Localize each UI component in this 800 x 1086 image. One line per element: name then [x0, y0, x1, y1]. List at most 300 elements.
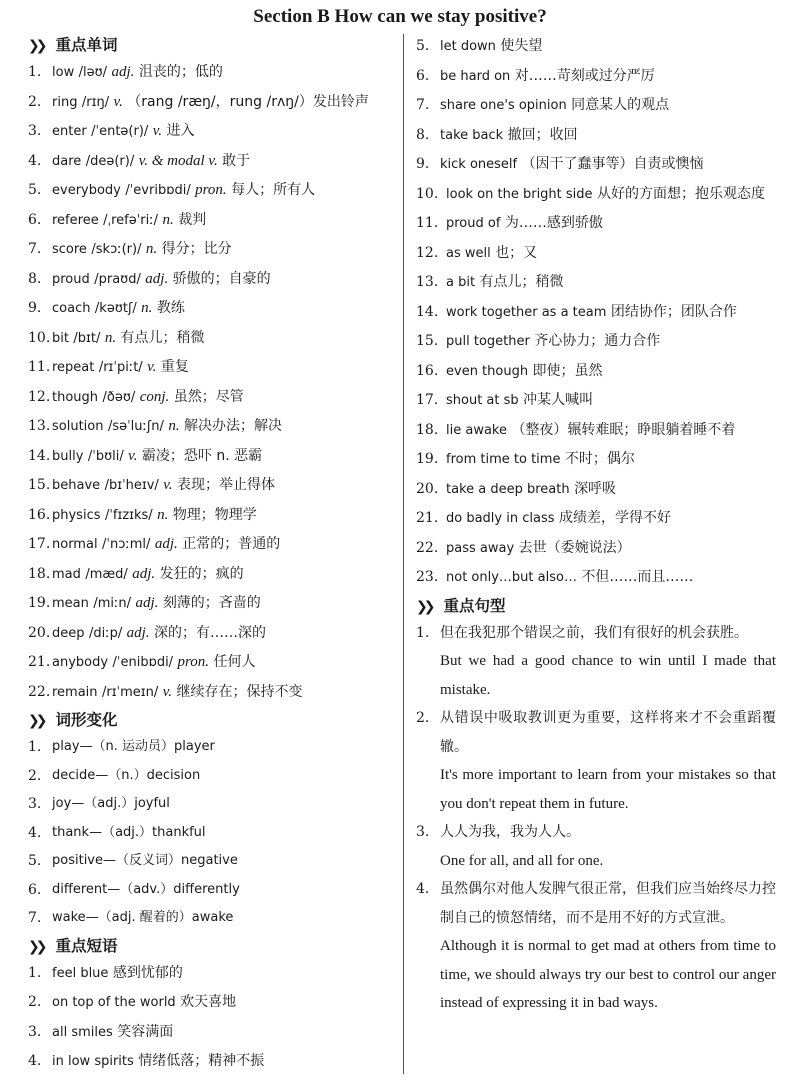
vocab-word: everybody [52, 183, 121, 198]
phrase-item [28, 1018, 400, 1048]
item-number: 12. [416, 244, 439, 261]
vocab-pos: v. [113, 93, 123, 110]
item-number: 6. [416, 67, 430, 84]
sentence-body [440, 875, 776, 1018]
vocab-pos: n. [157, 506, 169, 523]
phrase-meaning: 去世（委婉说法） [518, 539, 631, 556]
item-number: 5. [28, 853, 42, 869]
vocab-word: mean [52, 596, 89, 611]
vocab-pos: adj. [126, 624, 150, 641]
vocab-word: deep [52, 625, 85, 641]
vocab-list [28, 58, 400, 707]
vocab-word: low [52, 65, 75, 80]
phrase-item [416, 62, 776, 92]
double-chevron-icon: ❯❯ [28, 38, 44, 54]
vocab-meaning: 虽然；尽管 [173, 388, 244, 405]
phrase-list-right [416, 32, 776, 593]
item-number: 8. [416, 126, 430, 143]
item-number: 17. [28, 536, 51, 552]
vocab-entry [52, 176, 400, 206]
item-number: 4. [28, 824, 42, 841]
vocab-item [28, 294, 400, 324]
vocab-phonetic: /ˌrefəˈriː/ [103, 212, 159, 228]
vocab-item [28, 383, 400, 413]
phrase-item [416, 327, 776, 357]
item-number: 21. [416, 510, 439, 526]
vocab-meaning: 解决办法；解决 [184, 418, 283, 434]
phrase-entry [446, 327, 776, 357]
item-number: 3. [28, 796, 42, 812]
vocab-meaning: 每人；所有人 [231, 182, 316, 198]
vocab-item [28, 176, 400, 206]
vocab-pos: n. [168, 418, 180, 434]
phrase-meaning: 即使；虽然 [532, 362, 603, 379]
phrase-english: pull together [446, 334, 530, 349]
phrase-meaning: 深呼吸 [574, 480, 617, 497]
phrase-entry [446, 416, 776, 446]
phrase-item [28, 988, 400, 1018]
phrase-entry [446, 268, 776, 298]
vocab-item [28, 560, 400, 590]
item-number: 15. [28, 477, 51, 493]
vocab-entry [52, 324, 400, 354]
vocab-pos: v. [163, 477, 173, 493]
vocab-pos: n. [162, 211, 174, 228]
vocab-entry [52, 471, 400, 501]
item-number: 12. [28, 388, 51, 405]
vocab-pos: adj. [145, 270, 169, 287]
vocab-item [28, 265, 400, 295]
vocab-phonetic: /skɔː(r)/ [91, 242, 142, 257]
sentence-chinese: 虽然偶尔对他人发脾气很正常，但我们应当始终尽力控制自己的愤怒情绪，而不是用不好的方式宣泄。 [440, 881, 776, 926]
item-number: 13. [416, 274, 439, 290]
sentence-item [416, 875, 776, 1018]
phrase-item [416, 91, 776, 121]
wordform-text: thank—（adj.）thankful [52, 824, 206, 840]
item-number: 1. [28, 964, 42, 981]
phrase-english: take a deep breath [446, 481, 570, 497]
phrase-entry [446, 239, 776, 269]
phrase-meaning: 欢天喜地 [180, 994, 237, 1010]
item-number: 17. [416, 392, 439, 408]
item-number: 3. [28, 1023, 42, 1040]
phrase-meaning: 不时；偶尔 [564, 451, 635, 467]
item-number: 19. [28, 595, 51, 611]
sentence-body [440, 704, 776, 818]
vocab-word: remain [52, 684, 98, 700]
phrase-meaning: 为……感到骄傲 [504, 215, 603, 231]
vocab-entry [52, 117, 400, 147]
vocab-phonetic: /ˈentə(r)/ [91, 124, 149, 139]
wordform-item [28, 733, 400, 762]
item-number: 6. [28, 881, 42, 898]
phrase-meaning: 成绩差，学得不好 [558, 510, 671, 526]
vocab-word: behave [52, 478, 101, 493]
vocab-meaning: 继续存在；保持不变 [176, 683, 303, 700]
vocab-item [28, 471, 400, 501]
phrase-item [416, 445, 776, 475]
vocab-phonetic: /bɪˈheɪv/ [104, 478, 159, 493]
item-number: 1. [416, 624, 430, 641]
item-number: 5. [416, 38, 430, 54]
sentence-english: Although it is normal to get mad at others from time to time, we should always try our best to control our anger instead of expressing it in bad ways. [440, 938, 776, 1011]
phrase-english: work together as a team [446, 304, 607, 320]
phrase-meaning: 同意某人的观点 [571, 97, 670, 113]
wordform-item [28, 847, 400, 876]
sentence-english: It's more important to learn from your mistakes so that you don't repeat them in future. [440, 767, 776, 812]
vocab-meaning: 正常的；普通的 [182, 536, 281, 552]
vocab-phonetic: /ˈfɪzɪks/ [104, 507, 153, 523]
phrase-english: not only…but also… [446, 570, 577, 585]
vocab-pos: v. & modal v. [138, 152, 218, 169]
vocab-entry [52, 589, 400, 619]
vocab-word: normal [52, 537, 98, 552]
phrase-entry [52, 1018, 400, 1048]
vocab-meaning: 表现；举止得体 [177, 477, 275, 493]
vocab-pos: n. [141, 300, 153, 316]
phrase-meaning: 冲某人喊叫 [523, 392, 594, 408]
section-heading-wordforms: ❯❯ 词形变化 [28, 711, 118, 729]
wordform-item [28, 762, 400, 791]
vocab-phonetic: /miːn/ [93, 596, 131, 611]
phrase-english: on top of the world [52, 995, 176, 1010]
vocab-pos: conj. [139, 388, 170, 405]
vocab-meaning: 有点儿；稍微 [120, 329, 205, 346]
item-number: 7. [28, 241, 42, 257]
vocab-meaning: 重复 [160, 359, 189, 375]
item-number: 20. [416, 480, 439, 497]
phrase-meaning: 团结协作；团队合作 [610, 303, 737, 320]
vocab-word: enter [52, 124, 87, 139]
vocab-pos: adj. [135, 595, 159, 611]
vocab-entry [52, 501, 400, 531]
vocab-meaning: 进入 [166, 123, 195, 139]
sentence-chinese: 从错误中吸取教训更为重要，这样将来才不会重蹈覆辙。 [440, 710, 776, 755]
vocab-phonetic: /ˈbʊli/ [87, 448, 124, 464]
vocab-word: bit [52, 330, 69, 346]
vocab-pos: n. [104, 329, 117, 346]
double-chevron-icon: ❯❯ [416, 598, 432, 615]
item-number: 2. [28, 994, 42, 1010]
phrase-list-left [28, 959, 400, 1077]
column-divider [403, 34, 404, 1074]
phrase-item [416, 239, 776, 269]
vocab-item [28, 619, 400, 649]
vocab-pos: v. [128, 447, 138, 464]
vocab-pos: adj. [132, 565, 156, 582]
right-column [416, 32, 776, 1018]
item-number: 4. [28, 1053, 42, 1069]
vocab-item [28, 589, 400, 619]
wordform-text: positive—（反义词）negative [52, 853, 238, 868]
left-column [28, 32, 400, 1077]
vocab-word: though [52, 389, 99, 405]
phrase-meaning: 笑容满面 [117, 1023, 174, 1040]
vocab-entry [52, 530, 400, 560]
phrase-english: as well [446, 245, 491, 261]
phrase-item [416, 298, 776, 328]
vocab-meaning: 物理；物理学 [172, 506, 257, 523]
item-number: 18. [28, 565, 51, 582]
phrase-entry [440, 150, 776, 180]
vocab-entry [52, 442, 400, 472]
vocab-pos: pron. [177, 654, 210, 670]
phrase-english: pass away [446, 540, 515, 556]
phrase-english: shout at sb [446, 393, 519, 408]
vocab-pos: v. [162, 683, 172, 700]
phrase-meaning: 齐心协力；通力合作 [534, 333, 661, 349]
phrase-meaning: 撤回；收回 [507, 126, 578, 143]
phrase-item [28, 959, 400, 989]
wordform-text: different—（adv.）differently [52, 881, 240, 897]
item-number: 2. [416, 710, 430, 726]
phrase-entry [446, 357, 776, 387]
vocab-meaning: 霸凌；恐吓 n. 恶霸 [141, 447, 263, 464]
phrase-meaning: 有点儿；稍微 [479, 274, 564, 290]
phrase-entry [52, 1047, 400, 1077]
phrase-item [416, 416, 776, 446]
vocab-word: bully [52, 448, 84, 464]
vocab-meaning: 刻薄的；吝啬的 [162, 595, 261, 611]
phrase-english: even though [446, 363, 529, 379]
vocab-word: ring [52, 94, 78, 110]
item-number: 7. [28, 910, 42, 926]
vocab-word: coach [52, 301, 91, 316]
phrase-item [416, 504, 776, 534]
sentence-item [416, 818, 776, 875]
vocab-meaning: 深的；有……深的 [154, 624, 267, 641]
phrase-item [416, 32, 776, 62]
vocab-meaning: 得分；比分 [161, 241, 232, 257]
vocab-phonetic: /deə(r)/ [85, 153, 135, 169]
double-chevron-icon: ❯❯ [28, 713, 44, 729]
vocab-pos: v. [147, 359, 157, 375]
sentence-english: One for all, and all for one. [440, 852, 604, 869]
sentence-body [440, 619, 776, 705]
wordform-text: wake—（adj. 醒着的）awake [52, 910, 234, 925]
phrase-entry [446, 180, 776, 210]
phrase-entry [446, 298, 776, 328]
vocab-meaning: 敢于 [222, 152, 251, 169]
item-number: 15. [416, 333, 439, 349]
item-number: 21. [28, 654, 51, 670]
item-number: 10. [28, 329, 51, 346]
phrase-entry [446, 445, 776, 475]
phrase-meaning: 情绪低落；精神不振 [138, 1053, 265, 1069]
phrase-meaning: 从好的方面想；抱乐观态度 [597, 185, 765, 202]
vocab-item [28, 530, 400, 560]
vocab-pos: n. [145, 241, 158, 257]
item-number: 14. [416, 303, 439, 320]
phrase-english: from time to time [446, 452, 561, 467]
vocab-word: referee [52, 212, 99, 228]
vocab-entry [52, 206, 400, 236]
phrase-entry [446, 563, 776, 593]
phrase-english: a bit [446, 275, 476, 290]
vocab-phonetic: /ˈevribɒdi/ [125, 183, 191, 198]
vocab-item [28, 324, 400, 354]
vocab-item [28, 648, 400, 678]
phrase-item [416, 386, 776, 416]
vocab-pos: pron. [195, 182, 227, 198]
vocab-word: mad [52, 566, 81, 582]
item-number: 3. [28, 123, 42, 139]
item-number: 5. [28, 182, 42, 198]
item-number: 1. [28, 64, 42, 80]
vocab-entry [52, 648, 400, 678]
phrase-meaning: 感到忧郁的 [112, 964, 183, 981]
vocab-word: physics [52, 507, 101, 523]
item-number: 9. [28, 300, 42, 316]
phrase-english: be hard on [440, 68, 511, 84]
wordform-item [28, 819, 400, 848]
item-number: 11. [416, 215, 439, 231]
vocab-phonetic: /praʊd/ [94, 271, 141, 287]
sentence-chinese: 但在我犯那个错误之前，我们有很好的机会获胜。 [440, 624, 748, 641]
vocab-item [28, 206, 400, 236]
phrase-entry [446, 475, 776, 505]
vocab-entry [52, 678, 400, 708]
vocab-phonetic: /ləʊ/ [78, 65, 108, 80]
wordform-item [28, 904, 400, 933]
vocab-item [28, 353, 400, 383]
double-chevron-icon: ❯❯ [28, 938, 44, 955]
phrase-entry [52, 988, 400, 1018]
vocab-phonetic: /ðəʊ/ [102, 389, 136, 405]
vocab-pos: adj. [111, 64, 135, 80]
wordform-text: joy—（adj.）joyful [52, 796, 170, 811]
vocab-meaning: 任何人 [213, 654, 256, 670]
vocab-entry [52, 294, 400, 324]
phrase-english: feel blue [52, 965, 109, 981]
vocab-entry [52, 147, 400, 177]
phrase-english: proud of [446, 216, 501, 231]
phrase-meaning: 对……苛刻或过分严厉 [514, 67, 655, 84]
phrase-item [416, 121, 776, 151]
phrase-entry [440, 121, 776, 151]
vocab-entry [52, 383, 400, 413]
phrase-meaning: 不但……而且…… [581, 569, 694, 585]
wordform-item [28, 790, 400, 819]
phrase-english: kick oneself [440, 157, 518, 172]
vocab-phonetic: /rɪˈpiːt/ [98, 360, 143, 375]
phrase-item [416, 180, 776, 210]
vocab-meaning: 沮丧的；低的 [138, 64, 223, 80]
item-number: 4. [28, 152, 42, 169]
phrase-item [416, 534, 776, 564]
vocab-phonetic: /bɪt/ [73, 330, 101, 346]
phrase-item [416, 563, 776, 593]
vocab-meaning: 发狂的；疯的 [159, 565, 244, 582]
phrase-entry [440, 62, 776, 92]
vocab-meaning: 骄傲的；自豪的 [172, 270, 271, 287]
sentence-item [416, 704, 776, 818]
phrase-english: do badly in class [446, 511, 555, 526]
vocab-pos: v. [152, 123, 163, 139]
item-number: 6. [28, 211, 42, 228]
item-number: 11. [28, 359, 51, 375]
vocab-pos: adj. [154, 536, 178, 552]
vocab-phonetic: /ˈnɔːml/ [102, 537, 151, 552]
vocab-item [28, 147, 400, 177]
phrase-english: take back [440, 127, 504, 143]
wordform-list [28, 733, 400, 933]
vocab-item [28, 235, 400, 265]
vocab-item [28, 412, 400, 442]
item-number: 4. [416, 881, 430, 897]
phrase-entry [52, 959, 400, 989]
phrase-entry [440, 32, 776, 62]
vocab-item [28, 117, 400, 147]
phrase-entry [446, 534, 776, 564]
item-number: 2. [28, 767, 42, 784]
vocab-phonetic: /rɪŋ/ [81, 94, 110, 110]
vocab-phonetic: /ˈenibɒdi/ [112, 655, 174, 670]
vocab-word: repeat [52, 360, 95, 375]
vocab-entry [52, 265, 400, 295]
vocab-entry [52, 88, 400, 118]
section-heading-phrases: ❯❯ 重点短语 [28, 936, 118, 955]
phrase-english: look on the bright side [446, 186, 593, 202]
item-number: 10. [416, 185, 439, 202]
wordform-item [28, 876, 400, 905]
vocab-word: anybody [52, 655, 109, 670]
phrase-entry [440, 91, 776, 121]
item-number: 1. [28, 739, 42, 755]
phrase-english: in low spirits [52, 1054, 134, 1069]
item-number: 23. [416, 569, 439, 585]
item-number: 8. [28, 270, 42, 287]
phrase-entry [446, 504, 776, 534]
vocab-word: solution [52, 419, 104, 434]
page-title: Section B How can we stay positive? [253, 6, 547, 27]
item-number: 18. [416, 421, 439, 438]
item-number: 14. [28, 447, 51, 464]
vocab-item [28, 88, 400, 118]
sentence-item [416, 619, 776, 705]
vocab-entry [52, 235, 400, 265]
vocab-word: score [52, 242, 87, 257]
vocab-phonetic: /kəʊtʃ/ [94, 301, 137, 316]
item-number: 7. [416, 97, 430, 113]
vocab-word: dare [52, 153, 82, 169]
vocab-entry [52, 353, 400, 383]
phrase-item [416, 475, 776, 505]
sentence-chinese: 人人为我，我为人人。 [440, 824, 580, 840]
phrase-item [28, 1047, 400, 1077]
vocab-entry [52, 619, 400, 649]
phrase-item [416, 357, 776, 387]
item-number: 22. [28, 683, 51, 700]
phrase-item [416, 268, 776, 298]
vocab-entry [52, 58, 400, 88]
vocab-meaning: 裁判 [178, 211, 207, 228]
phrase-meaning: （因干了蠢事等）自责或懊恼 [521, 156, 704, 172]
item-number: 3. [416, 824, 430, 840]
item-number: 9. [416, 156, 430, 172]
phrase-entry [446, 209, 776, 239]
phrase-meaning: （整夜）辗转难眠；睁眼躺着睡不着 [511, 421, 736, 438]
phrase-english: share one's opinion [440, 98, 567, 113]
vocab-phonetic: /mæd/ [85, 566, 128, 582]
item-number: 16. [28, 506, 51, 523]
sentence-list [416, 619, 776, 1018]
phrase-entry [446, 386, 776, 416]
phrase-english: all smiles [52, 1024, 113, 1040]
item-number: 2. [28, 93, 42, 110]
vocab-phonetic: /rɪˈmeɪn/ [102, 684, 159, 700]
vocab-item [28, 678, 400, 708]
